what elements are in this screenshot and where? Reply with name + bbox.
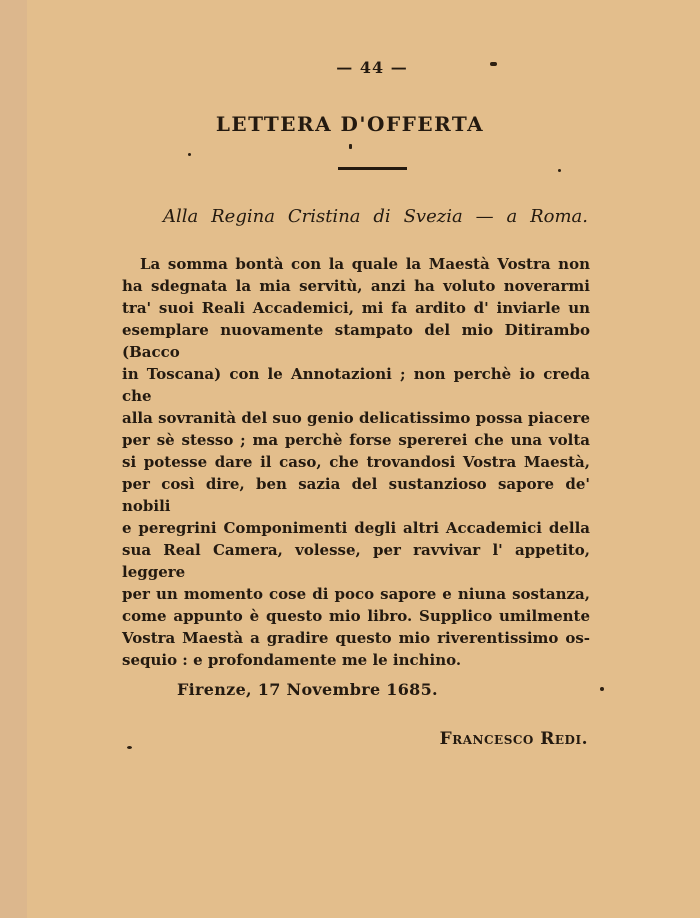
- ink-speck: [600, 687, 604, 691]
- dateline: Firenze, 17 Novembre 1685.: [177, 680, 438, 699]
- ink-speck: [127, 746, 132, 749]
- ink-speck: [188, 153, 191, 156]
- body-line: ha sdegnata la mia servitù, anzi ha voluto noverarmi: [122, 277, 590, 295]
- body-line: e peregrini Componimenti degli altri Accademici della: [122, 519, 590, 537]
- body-line: esemplare nuovamente stampato del mio Ditirambo (Bacco: [122, 321, 590, 361]
- body-line: La somma bontà con la quale la Maestà Vostra non: [140, 255, 590, 273]
- title-divider-rule: [338, 167, 407, 170]
- page-edge-shadow: [0, 0, 27, 918]
- dedication-line: Alla Regina Cristina di Svezia — a Roma.: [163, 206, 588, 227]
- letter-title: LETTERA D'OFFERTA: [215, 112, 485, 136]
- body-line: come appunto è questo mio libro. Supplico umilmente: [122, 607, 590, 625]
- body-line: per un momento cose di poco sapore e niuna sostanza,: [122, 585, 590, 603]
- ink-speck: [558, 169, 561, 172]
- body-line: per così dire, ben sazia del sustanzioso sapore de' nobili: [122, 475, 590, 515]
- body-line: si potesse dare il caso, che trovandosi Vostra Maestà,: [122, 453, 590, 471]
- body-line: alla sovranità del suo genio delicatissimo possa piacere: [122, 409, 590, 427]
- body-line: per sè stesso ; ma perchè forse spererei che una volta: [122, 431, 590, 449]
- body-line: Vostra Maestà a gradire questo mio riverentissimo os-: [122, 629, 590, 647]
- body-line: in Toscana) con le Annotazioni ; non perchè io creda che: [122, 365, 590, 405]
- letter-body: [122, 253, 590, 750]
- ink-speck: [490, 62, 497, 66]
- body-line: tra' suoi Reali Accademici, mi fa ardito d' inviarle un: [122, 299, 590, 317]
- body-line: sequio : e profondamente me le inchino.: [122, 651, 462, 669]
- signature: Francesco Redi.: [439, 729, 588, 749]
- page-number: — 44 —: [336, 58, 408, 77]
- body-line: sua Real Camera, volesse, per ravvivar l' appetito, leggere: [122, 541, 590, 581]
- ink-speck: [349, 144, 352, 149]
